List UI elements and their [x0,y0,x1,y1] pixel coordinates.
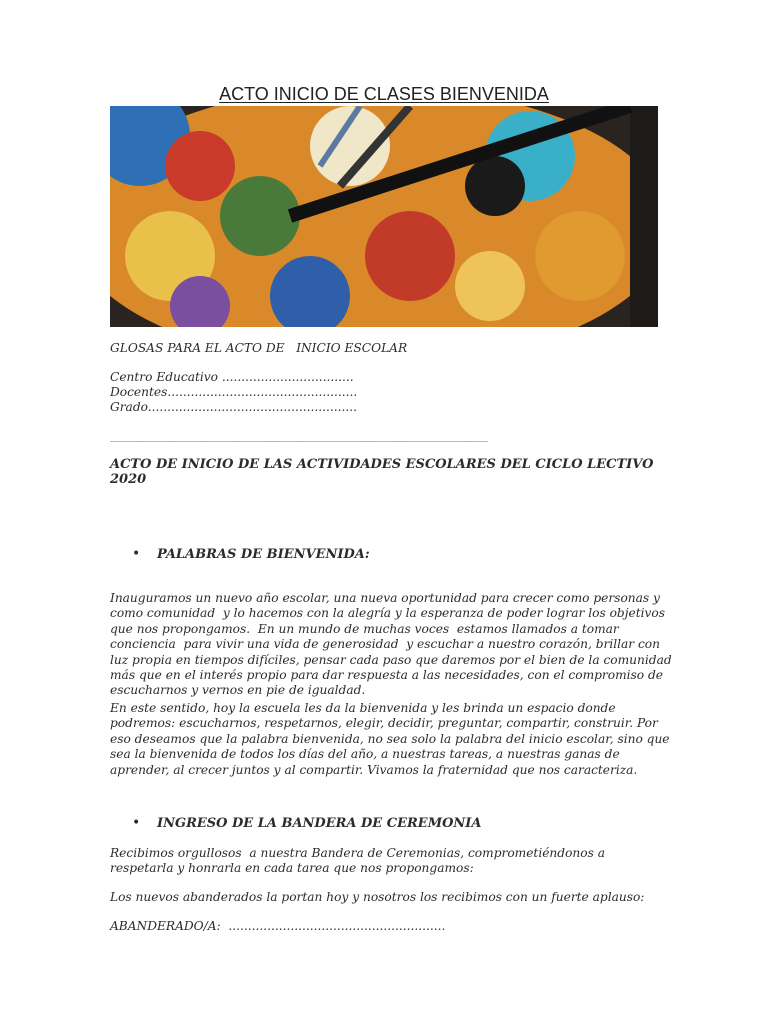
text-line: sea la bienvenida de todos los días del año, a nuestras tareas, a nuestras ganas de [110,747,620,762]
text-line: Recibimos orgullosos a nuestra Bandera de Ceremonias, comprometiéndonos a [110,846,606,860]
text-line: más que en el interés propio para dar respuesta a las necesidades, con el compromiso de [110,668,664,682]
subtitle-line-1: ACTO DE INICIO DE LAS ACTIVIDADES ESCOLARES DEL CICLO LECTIVO [110,457,654,472]
text-line: En este sentido, hoy la escuela les da la bienvenida y les brinda un espacio donde [110,701,616,715]
text-line: aprender, al crecer juntos y al compartir. Vivamos la fraternidad que nos caracteriza. [110,762,638,777]
bullet-icon: • [132,815,141,831]
text-line: como comunidad y lo hacemos con la alegría y la esperanza de poder lograr los objetivos [110,606,665,621]
bullet-icon: • [132,546,141,562]
text-line: respetarla y honrarla en cada tarea que nos propongamos: [110,861,474,875]
separator-line: ______________________________________________________________ [110,428,488,442]
text-line: Inauguramos un nuevo año escolar, una nueva oportunidad para crecer como personas y [110,591,660,605]
text-line: podremos: escucharnos, respetarnos, elegir, decidir, preguntar, compartir, construir. Por [110,716,658,731]
text-line: eso deseamos que la palabra bienvenida, no sea solo la palabra del inicio escolar, sino que [110,731,670,746]
field-grado[interactable]: Grado...................................................... [110,400,357,414]
text-line: escucharnos y vernos en pie de igualdad. [110,683,366,698]
glosas-heading: GLOSAS PARA EL ACTO DE INICIO ESCOLAR [110,341,408,355]
section-heading-bienvenida: PALABRAS DE BIENVENIDA: [157,547,370,562]
document-title: ACTO INICIO DE CLASES BIENVENIDA [219,84,549,104]
section-heading-bandera: INGRESO DE LA BANDERA DE CEREMONIA [157,816,482,831]
text-line: luz propia en tiempos difíciles, pensar cada paso que daremos por el bien de la comunidad [110,652,672,667]
field-docentes[interactable]: Docentes................................................. [110,385,358,399]
paragraph-abanderados: Los nuevos abanderados la portan hoy y nosotros los recibimos con un fuerte aplauso: [110,890,645,904]
field-abanderado[interactable]: ABANDERADO/A: ........................................................ [110,919,446,933]
text-line: conciencia para vivir una vida de generosidad y escuchar a nuestro corazón, brillar con [110,637,660,652]
text-line: que nos propongamos. En un mundo de muchas voces estamos llamados a tomar [110,621,619,636]
subtitle-line-2: 2020 [110,472,147,487]
field-centro-educativo[interactable]: Centro Educativo .................................. [110,370,354,384]
paint-palette-image [110,106,658,327]
